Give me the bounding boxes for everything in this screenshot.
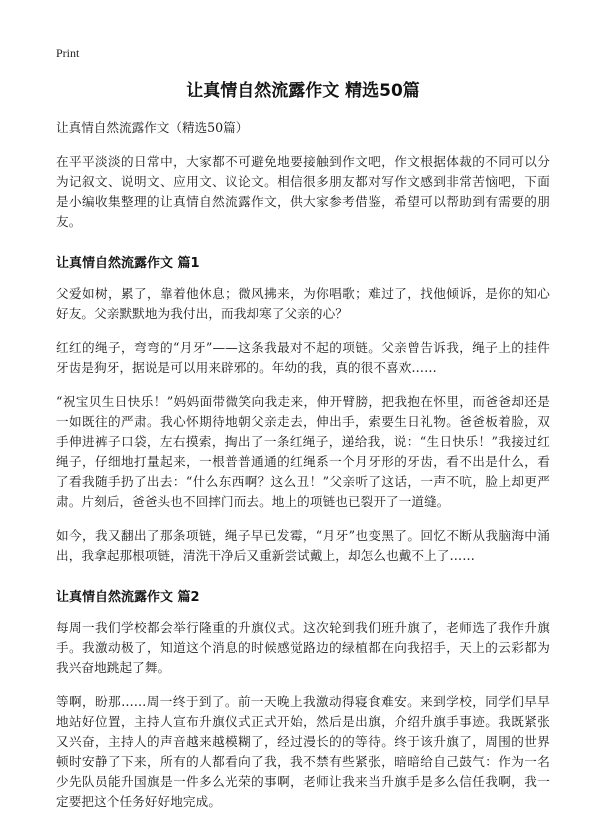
section-heading: 让真情自然流露作文 篇1 <box>56 256 200 271</box>
section-paragraph: 父爱如树，累了，靠着他休息；微风拂来，为你唱歌；难过了，找他倾诉，是你的知心好友。父亲默默地为我付出，而我却寒了父亲的心？ <box>56 286 550 321</box>
article <box>56 80 550 812</box>
section-paragraph: “祝宝贝生日快乐！”妈妈面带微笑向我走来，伸开臂膀，把我抱在怀里，而爸爸却还是一如既往的严肃。我心怀期待地朝父亲走去，伸出手，索要生日礼物。爸爸板着脸，双手伸进裤子口袋，左右摸索，掏出了一条红绳子，递给我，说：“生日快乐！”我接过红绳子，仔细地打量起来，一根普普通通的红绳系一个月牙形的牙齿，看不出是什么，看了看我随手扔了出去：“什么东西啊？这么丑！”父亲听了这话，一声不吭，脸上却更严肃。片刻后，爸爸头也不回摔门而去。地上的项链也已裂开了一道缝。 <box>56 394 550 509</box>
intro-paragraph: 在平平淡淡的日常中，大家都不可避免地要接触到作文吧，作文根据体裁的不同可以分为记叙文、说明文、应用文、议论文。相信很多朋友都对写作文感到非常苦恼吧，下面是小编收集整理的让真情自然流露作文，供大家参考借鉴，希望可以帮助到有需要的朋友。 <box>56 154 550 229</box>
section-paragraph: 如今，我又翻出了那条项链，绳子早已发霉，“月牙”也变黑了。回忆不断从我脑海中涌出，我拿起那根项链，清洗干净后又重新尝试戴上，却怎么也戴不上了…… <box>56 528 550 563</box>
article-subtitle: 让真情自然流露作文（精选50篇） <box>56 120 249 135</box>
page-title: 让真情自然流露作文 精选50篇 <box>186 81 420 101</box>
section-heading: 让真情自然流露作文 篇2 <box>56 590 200 605</box>
print-link[interactable]: Print <box>56 46 80 60</box>
section-paragraph: 红红的绳子，弯弯的“月牙”——这条我最对不起的项链。父亲曾告诉我，绳子上的挂件牙齿是狗牙，据说是可以用来辟邪的。年幼的我，真的很不喜欢…… <box>56 340 550 375</box>
section-paragraph: 等啊，盼那……周一终于到了。前一天晚上我激动得寝食难安。来到学校，同学们早早地站好位置，主持人宣布升旗仪式正式开始，然后是出旗，介绍升旗手事迹。我既紧张又兴奋，主持人的声音越来越模糊了，经过漫长的的等待。终于该升旗了，周围的世界顿时安静了下来，所有的人都看向了我，我不禁有些紧张，暗暗给自己鼓气：作为一名少先队员能升国旗是一件多么光荣的事啊，老师让我来当升旗手是多么信任我啊，我一定要把这个任务好好地完成。 <box>56 694 550 809</box>
section-paragraph: 每周一我们学校都会举行隆重的升旗仪式。这次轮到我们班升旗了，老师选了我作升旗手。我激动极了，知道这个消息的时候感觉路边的绿植都在向我招手，天上的云彩都为我兴奋地跳起了舞。 <box>56 620 550 675</box>
